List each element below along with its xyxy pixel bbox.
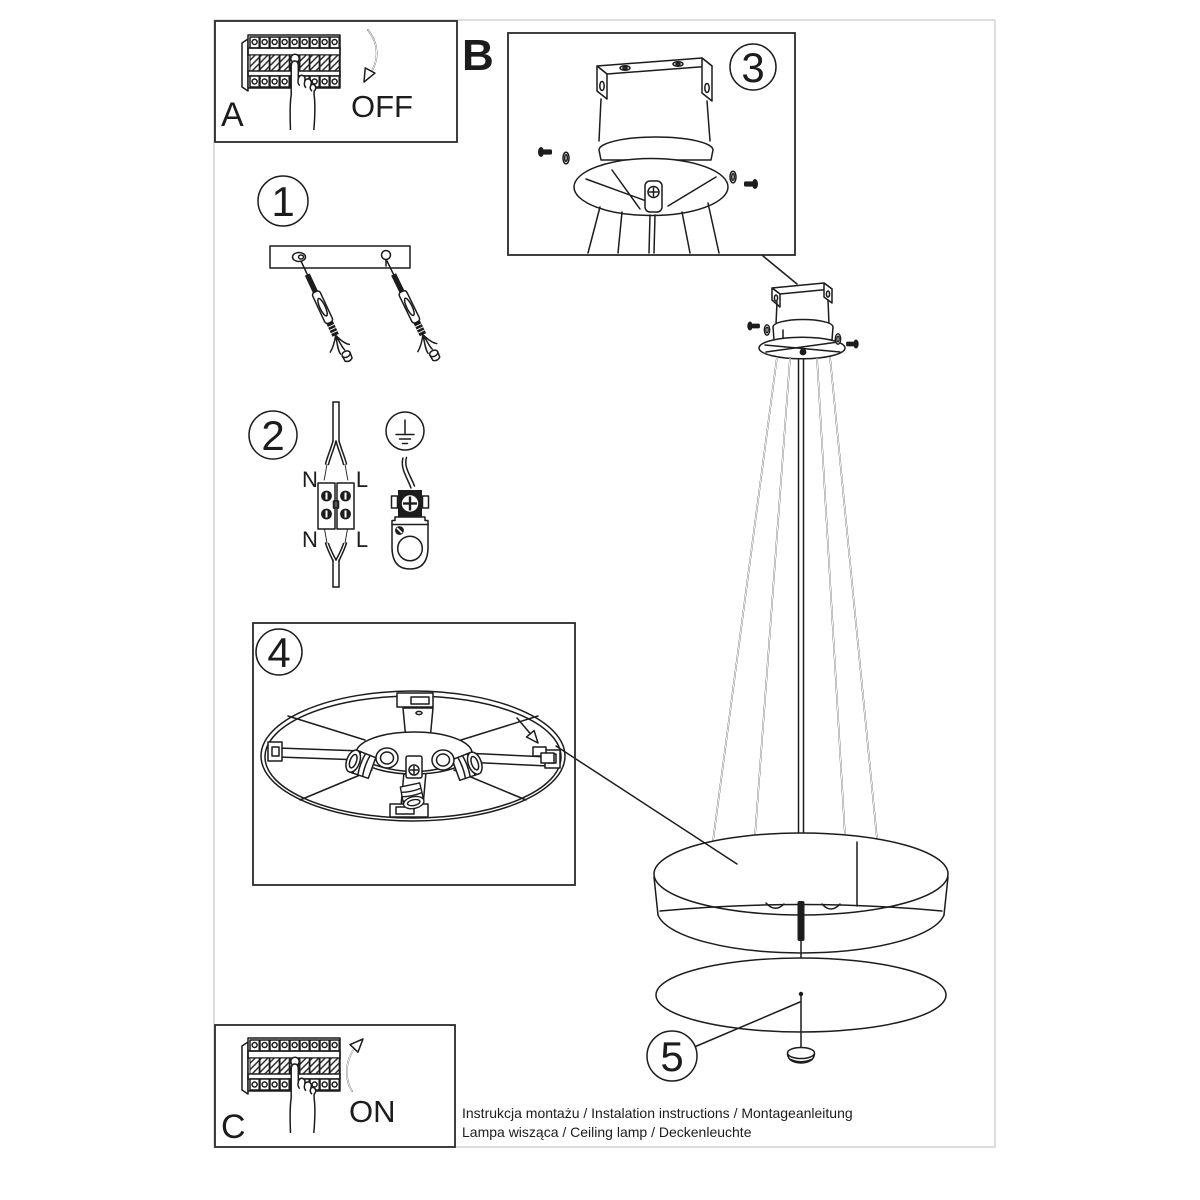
label-neutral-top: N (302, 467, 318, 492)
step-4-number: 4 (267, 629, 291, 676)
panel-c-breaker-on (215, 1025, 455, 1147)
label-neutral-bottom: N (302, 527, 318, 552)
ground-symbol-icon (386, 412, 424, 450)
panel-a-label: A (221, 96, 244, 134)
footer-line-2: Lampa wisząca / Ceiling lamp / Deckenleuchte (462, 1124, 752, 1140)
clip-arrow-icon (517, 718, 542, 746)
washer-icon (835, 334, 840, 344)
terminal-block (318, 483, 354, 529)
breaker-panel-icon (242, 1038, 340, 1133)
washer-icon (730, 171, 736, 183)
lamp-shade-drum (654, 833, 948, 958)
step-1-number: 1 (271, 178, 295, 225)
screw-icon (747, 322, 760, 331)
bulb-socket-icon (400, 783, 425, 811)
step-3-canopy-mounting (508, 33, 795, 255)
label-line-top: L (355, 467, 369, 492)
panel-c-label: C (221, 1108, 246, 1146)
lamp-cable-bottom (325, 529, 348, 587)
on-arrow-icon (347, 1035, 367, 1091)
section-b-label: B (462, 31, 494, 80)
supply-cable-top (324, 402, 348, 480)
washer-icon (764, 325, 769, 335)
suspension-wires (713, 357, 877, 841)
label-line-bottom: L (355, 527, 369, 552)
off-arrow-icon (359, 30, 376, 85)
step-1-wall-anchors (258, 176, 443, 367)
panel-a-breaker-off (215, 21, 457, 142)
screw-icon (744, 179, 758, 189)
off-label: OFF (351, 89, 413, 124)
wall-anchor-right (376, 257, 443, 366)
step-2-number: 2 (261, 412, 285, 459)
ceiling-canopy-exploded (538, 137, 758, 253)
washer-icon (563, 152, 569, 164)
breaker-panel-icon (242, 35, 340, 130)
mounting-bracket (597, 58, 712, 101)
on-label: ON (349, 1094, 396, 1129)
lamp-bracket (772, 283, 832, 307)
ground-connector (392, 458, 429, 570)
step-4-lamp-base (253, 623, 575, 885)
lamp-canopy (747, 320, 858, 359)
footer (462, 1105, 853, 1140)
step-3-leader-line (763, 256, 797, 284)
footer-line-1: Instrukcja montażu / Instalation instructions / Montageanleitung (462, 1105, 853, 1121)
step-5-number: 5 (660, 1033, 684, 1080)
screw-icon (846, 340, 859, 349)
socket-hub (343, 732, 485, 810)
screw-icon (538, 147, 552, 157)
step-3-number: 3 (741, 44, 765, 91)
step-4-leader-line (556, 746, 737, 864)
center-rod (798, 901, 805, 941)
step-2-wiring (249, 402, 429, 587)
wall-anchor-left (290, 257, 355, 366)
pendant-lamp-assembly (647, 283, 948, 1081)
